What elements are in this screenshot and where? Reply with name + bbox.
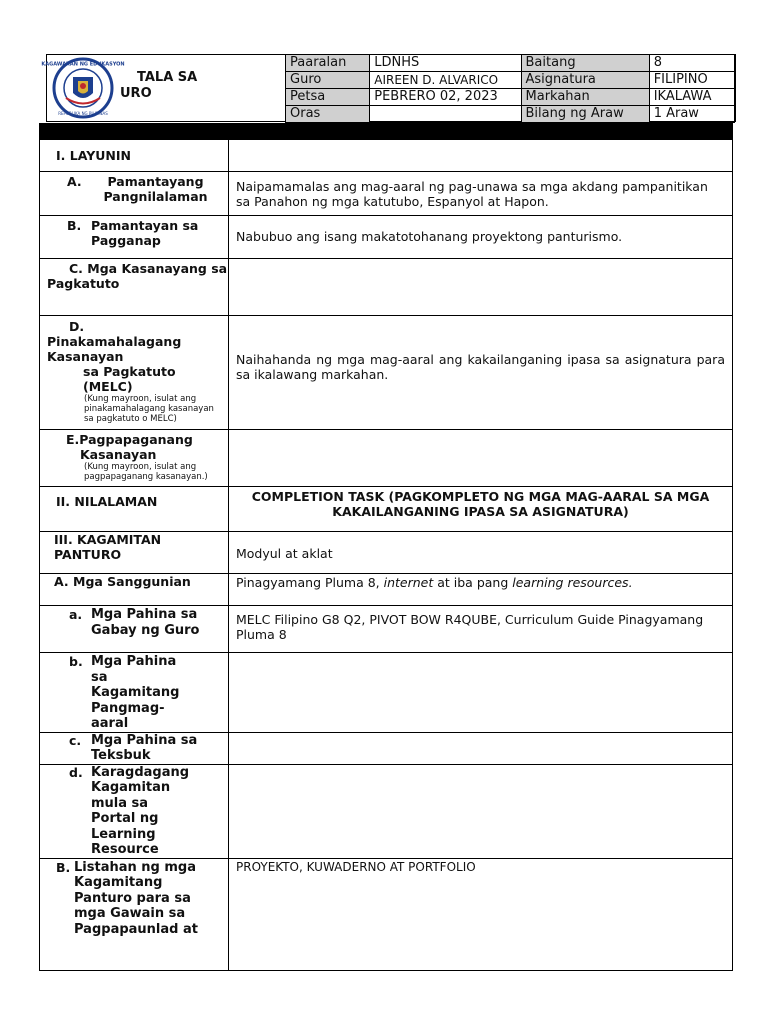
black-divider-bar (39, 123, 733, 139)
section-label: III. KAGAMITAN PANTURO (40, 532, 229, 574)
info-row (286, 55, 735, 72)
seal-text-top: KAGAWARAN NG EDUKASYON (41, 61, 125, 68)
section-label: A. Mga Sanggunian (40, 574, 229, 606)
row-sanggunian (40, 574, 733, 606)
section-label: I. LAYUNIN (40, 140, 229, 172)
label-text: Pinakamahalagang Kasanayan (47, 334, 182, 364)
label-prefix: a. (69, 607, 83, 622)
label-text: Mga Pahina sa Teksbuk (91, 732, 198, 763)
label-prefix: B. (67, 218, 82, 233)
label-prefix: B. (56, 859, 71, 875)
info-label: Bilang ng Araw (521, 106, 649, 123)
section-label (40, 172, 229, 216)
info-label: Guro (286, 72, 370, 89)
section-value (229, 259, 733, 316)
section-label (40, 732, 229, 764)
section-label (40, 858, 229, 970)
info-row (286, 72, 735, 89)
deped-seal-icon (41, 57, 125, 119)
info-value: FILIPINO (649, 72, 734, 89)
section-value (229, 140, 733, 172)
label-text: Pamantayan sa Pagganap (91, 218, 199, 248)
label-text: Listahan ng mga Kagamitang Panturo para sa mga Gawain sa Pagpapaunlad at (74, 859, 198, 937)
section-label (40, 316, 229, 430)
row-melc (40, 316, 733, 430)
row-pamantayan-sa-pagganap (40, 216, 733, 259)
section-value: Nabubuo ang isang makatotohanang proyektong panturismo. (229, 216, 733, 259)
label-text: sa Pagkatuto (MELC) (83, 364, 176, 394)
label-text: Mga Pahina sa Gabay ng Guro (91, 607, 200, 638)
info-value: 8 (649, 55, 734, 72)
section-value: MELC Filipino G8 Q2, PIVOT BOW R4QUBE, Curriculum Guide Pinagyamang Pluma 8 (229, 606, 733, 653)
section-value: Modyul at aklat (229, 532, 733, 574)
label-text: Kasanayan (80, 447, 157, 462)
section-value (229, 430, 733, 487)
document-title (120, 70, 255, 102)
reference-text-italic: internet (383, 575, 434, 590)
row-pamantayang-pangnilalaman (40, 172, 733, 216)
info-label: Oras (286, 106, 370, 123)
section-value: PROYEKTO, KUWADERNO AT PORTFOLIO (229, 858, 733, 970)
label-prefix: c. (69, 732, 82, 748)
label-text: Mga Kasanayang sa Pagkatuto (47, 261, 228, 291)
label-prefix: E. (66, 432, 80, 447)
row-pagpapaganang-kasanayan (40, 430, 733, 487)
label-prefix: A. (67, 174, 82, 189)
section-value: COMPLETION TASK (PAGKOMPLETO NG MGA MAG-AARAL SA MGA KAKAILANGANING IPASA SA ASIGNATURA) (229, 487, 733, 532)
section-label (40, 606, 229, 653)
info-value: PEBRERO 02, 2023 (370, 89, 521, 106)
section-label: II. NILALAMAN (40, 487, 229, 532)
title-line-1: TALA SA (137, 70, 198, 85)
label-note: (Kung mayroon, isulat ang pagpapaganang kasanayan.) (84, 462, 208, 482)
info-label: Petsa (286, 89, 370, 106)
info-label: Markahan (521, 89, 649, 106)
info-value (370, 106, 521, 123)
row-portal-learning-resource (40, 764, 733, 858)
info-label: Asignatura (521, 72, 649, 89)
row-nilalaman (40, 487, 733, 532)
row-layunin (40, 140, 733, 172)
row-kagamitan-panturo (40, 532, 733, 574)
info-value: AIREEN D. ALVARICO (370, 72, 521, 89)
info-row (286, 106, 735, 123)
section-label (40, 653, 229, 733)
info-table (285, 54, 735, 123)
label-text: Pagpapaganang (79, 432, 193, 447)
section-value (229, 653, 733, 733)
info-label: Baitang (521, 55, 649, 72)
section-label (40, 216, 229, 259)
label-text: Pamantayang Pangnilalaman (103, 174, 208, 204)
row-kagamitang-pangmag-aaral (40, 653, 733, 733)
row-gabay-ng-guro (40, 606, 733, 653)
label-prefix: d. (69, 764, 83, 780)
lesson-plan-table (39, 139, 733, 971)
logo-area (41, 55, 285, 121)
reference-text: at iba pang (433, 575, 513, 590)
row-kasanayang-sa-pagkatuto (40, 259, 733, 316)
section-label (40, 259, 229, 316)
label-note: (Kung mayroon, isulat ang pinakamahalagang kasanayan sa pagkatuto o MELC) (84, 394, 214, 424)
section-value: Naihahanda ng mga mag-aaral ang kakailanganing ipasa sa asignatura para sa ikalawang markahan. (229, 316, 733, 430)
title-line-2: URO (120, 86, 152, 101)
info-row (286, 89, 735, 106)
seal-text-bottom: REPUBLIKA NG PILIPINAS (58, 111, 108, 116)
section-value (229, 764, 733, 858)
section-value (229, 732, 733, 764)
info-label: Paaralan (286, 55, 370, 72)
label-text: Mga Pahina sa Kagamitang Pangmag-aaral (91, 654, 180, 731)
section-value: Naipamamalas ang mag-aaral ng pag-unawa sa mga akdang pampanitikan sa Panahon ng mga katutubo, Espanyol at Hapon. (229, 172, 733, 216)
label-text: Karagdagang Kagamitan mula sa Portal ng Learning Resource (91, 764, 190, 857)
row-listahan-ng-kagamitan (40, 858, 733, 970)
label-prefix: C. (69, 261, 83, 276)
label-prefix: b. (69, 654, 83, 669)
label-prefix: D. (69, 319, 85, 334)
reference-text-italic: learning resources. (512, 575, 633, 590)
info-value: 1 Araw (649, 106, 734, 123)
section-value (229, 574, 733, 606)
reference-text: Pinagyamang Pluma 8, (236, 575, 384, 590)
info-value: LDNHS (370, 55, 521, 72)
row-teksbuk (40, 732, 733, 764)
section-label (40, 764, 229, 858)
lesson-plan-header (41, 54, 736, 122)
section-label (40, 430, 229, 487)
info-value: IKALAWA (649, 89, 734, 106)
